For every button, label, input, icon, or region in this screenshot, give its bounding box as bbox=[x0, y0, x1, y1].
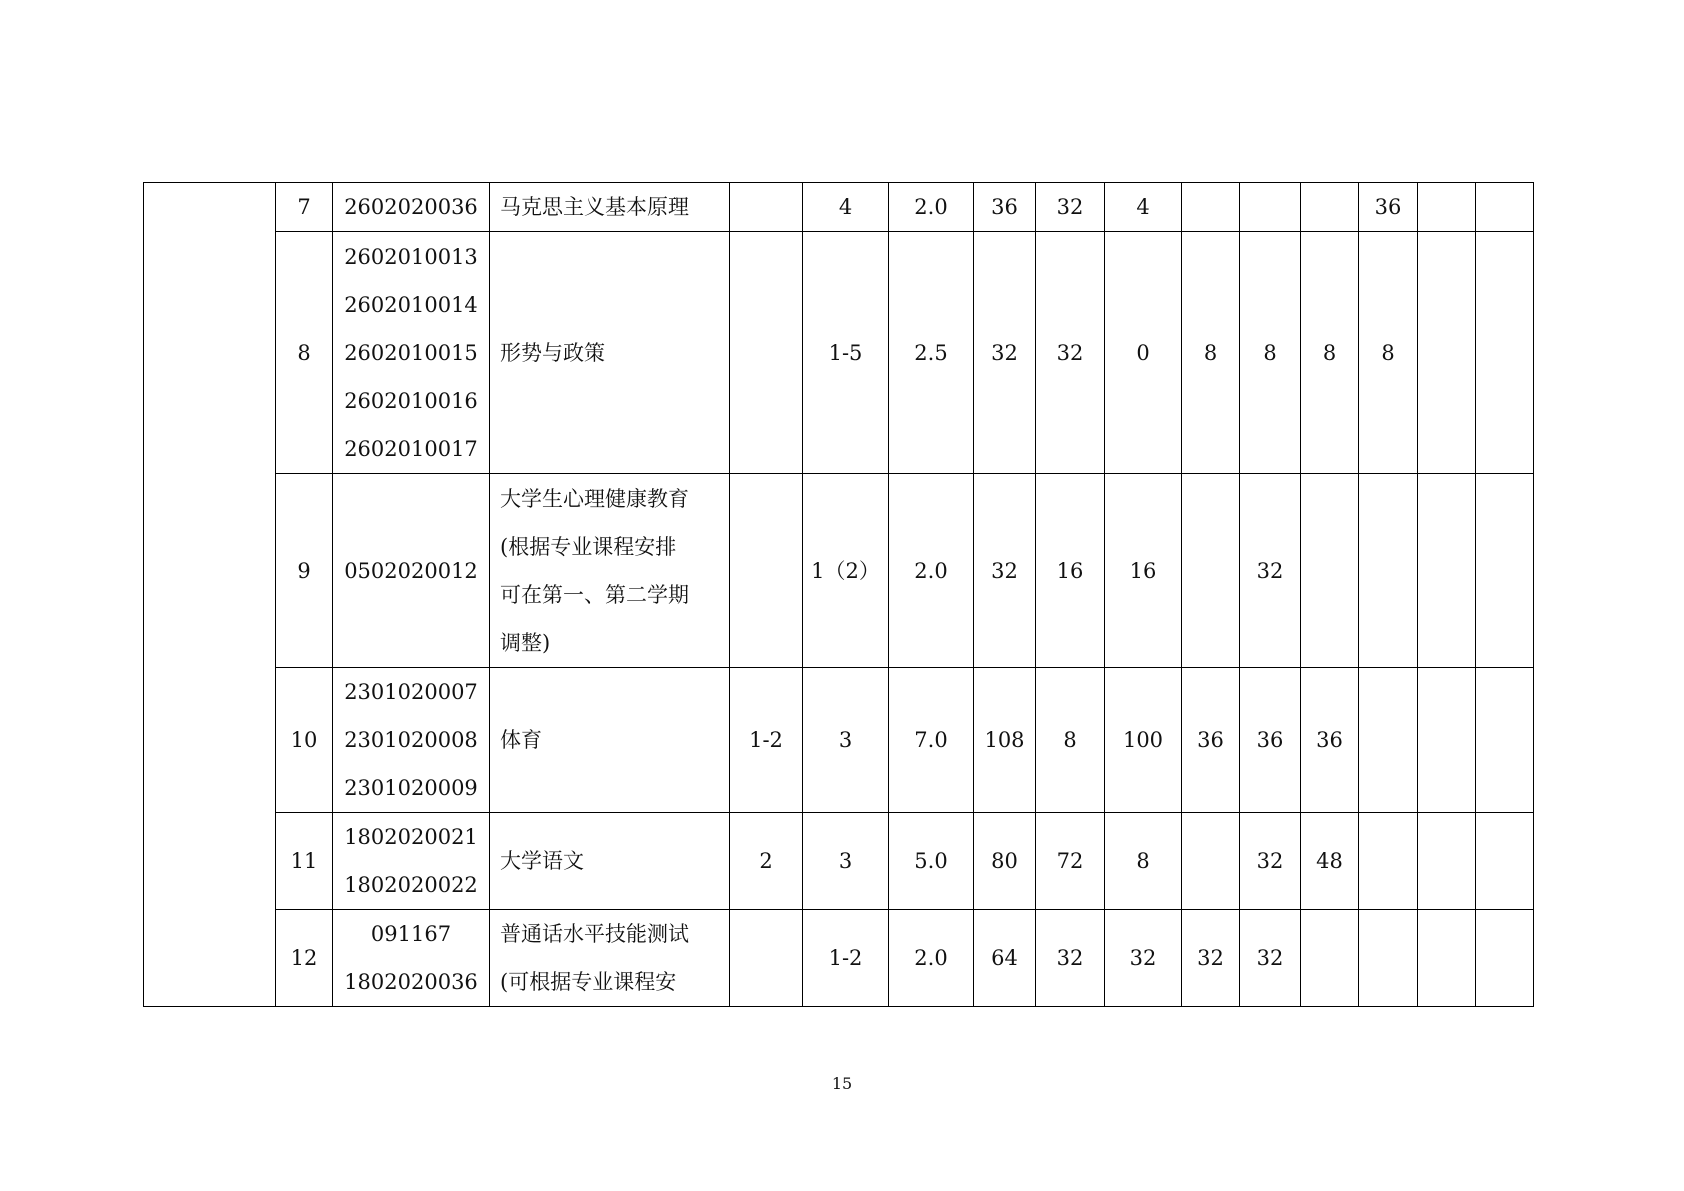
value-cell-c10: 8 bbox=[1182, 232, 1240, 474]
value-cell-c12 bbox=[1301, 474, 1359, 668]
course-code-cell bbox=[333, 813, 490, 910]
value-cell-c11 bbox=[1240, 183, 1301, 232]
value-cell-c8: 32 bbox=[1036, 910, 1105, 1007]
course-name-cell bbox=[490, 232, 730, 474]
value-cell-c12: 8 bbox=[1301, 232, 1359, 474]
course-name-line: 体育 bbox=[500, 728, 542, 752]
course-code: 1802020022 bbox=[344, 873, 478, 897]
value-cell-c6: 5.0 bbox=[889, 813, 974, 910]
table-row bbox=[144, 474, 1534, 668]
course-code: 0502020012 bbox=[344, 558, 478, 583]
value-cell-c7: 64 bbox=[974, 910, 1036, 1007]
value-cell-c6: 2.5 bbox=[889, 232, 974, 474]
value-cell-c15 bbox=[1476, 474, 1534, 668]
value-cell-c8: 72 bbox=[1036, 813, 1105, 910]
course-table bbox=[143, 182, 1534, 1007]
course-name-cell bbox=[490, 474, 730, 668]
value-cell-c15 bbox=[1476, 232, 1534, 474]
value-cell-c11: 36 bbox=[1240, 668, 1301, 813]
value-cell-c12 bbox=[1301, 183, 1359, 232]
value-cell-c4 bbox=[730, 910, 803, 1007]
value-cell-c13 bbox=[1359, 474, 1418, 668]
value-cell-c4 bbox=[730, 183, 803, 232]
course-code: 2602010016 bbox=[344, 388, 478, 413]
value-cell-c10: 36 bbox=[1182, 668, 1240, 813]
value-cell-c14 bbox=[1418, 232, 1476, 474]
course-code-cell bbox=[333, 668, 490, 813]
value-cell-c12: 36 bbox=[1301, 668, 1359, 813]
table-body bbox=[144, 183, 1534, 1007]
value-cell-c9: 100 bbox=[1105, 668, 1182, 813]
value-cell-c6: 2.0 bbox=[889, 183, 974, 232]
value-cell-c14 bbox=[1418, 183, 1476, 232]
course-name-cell bbox=[490, 183, 730, 232]
course-name-cell bbox=[490, 813, 730, 910]
value-cell-c8: 32 bbox=[1036, 232, 1105, 474]
course-code: 2301020009 bbox=[344, 776, 478, 800]
value-cell-c10 bbox=[1182, 813, 1240, 910]
value-cell-c12: 48 bbox=[1301, 813, 1359, 910]
course-code-cell bbox=[333, 232, 490, 474]
value-cell-c13: 36 bbox=[1359, 183, 1418, 232]
page-number: 15 bbox=[831, 1074, 853, 1093]
course-name-line: (根据专业课程安排 bbox=[500, 534, 677, 559]
value-cell-c4: 1-2 bbox=[730, 668, 803, 813]
course-name-cell bbox=[490, 910, 730, 1007]
value-cell-c13 bbox=[1359, 910, 1418, 1007]
value-cell-c10 bbox=[1182, 474, 1240, 668]
value-cell-c6: 2.0 bbox=[889, 910, 974, 1007]
value-cell-c15 bbox=[1476, 668, 1534, 813]
value-cell-c15 bbox=[1476, 910, 1534, 1007]
value-cell-c9: 0 bbox=[1105, 232, 1182, 474]
row-number-cell: 12 bbox=[276, 910, 333, 1007]
course-name-line: 可在第一、第二学期 bbox=[500, 582, 689, 607]
course-code: 2602010014 bbox=[344, 292, 478, 317]
course-code: 2602010013 bbox=[344, 244, 478, 269]
value-cell-c9: 16 bbox=[1105, 474, 1182, 668]
course-name-line: 大学语文 bbox=[500, 849, 584, 873]
row-number-cell: 10 bbox=[276, 668, 333, 813]
value-cell-c7: 108 bbox=[974, 668, 1036, 813]
course-code: 1802020021 bbox=[344, 825, 478, 849]
value-cell-c6: 7.0 bbox=[889, 668, 974, 813]
course-code-cell bbox=[333, 474, 490, 668]
value-cell-c7: 80 bbox=[974, 813, 1036, 910]
value-cell-c11: 32 bbox=[1240, 910, 1301, 1007]
value-cell-c14 bbox=[1418, 668, 1476, 813]
value-cell-c4: 2 bbox=[730, 813, 803, 910]
category-cell bbox=[144, 183, 276, 1007]
value-cell-c7: 32 bbox=[974, 474, 1036, 668]
value-cell-c4 bbox=[730, 232, 803, 474]
value-cell-c8: 8 bbox=[1036, 668, 1105, 813]
course-name-line: 形势与政策 bbox=[500, 340, 605, 365]
value-cell-c5: 1（2） bbox=[803, 474, 889, 668]
course-code: 091167 bbox=[370, 922, 452, 946]
value-cell-c9: 32 bbox=[1105, 910, 1182, 1007]
row-number-cell: 7 bbox=[276, 183, 333, 232]
course-name-line: 马克思主义基本原理 bbox=[500, 195, 689, 219]
value-cell-c7: 32 bbox=[974, 232, 1036, 474]
value-cell-c8: 32 bbox=[1036, 183, 1105, 232]
course-code: 1802020036 bbox=[344, 970, 478, 994]
value-cell-c5: 4 bbox=[803, 183, 889, 232]
course-code-cell bbox=[333, 910, 490, 1007]
value-cell-c5: 1-5 bbox=[803, 232, 889, 474]
table-row bbox=[144, 668, 1534, 813]
value-cell-c5: 1-2 bbox=[803, 910, 889, 1007]
value-cell-c14 bbox=[1418, 474, 1476, 668]
course-name-line: 调整) bbox=[500, 630, 551, 655]
course-code: 2602020036 bbox=[344, 195, 478, 219]
course-name-cell bbox=[490, 668, 730, 813]
value-cell-c11: 8 bbox=[1240, 232, 1301, 474]
value-cell-c8: 16 bbox=[1036, 474, 1105, 668]
value-cell-c4 bbox=[730, 474, 803, 668]
value-cell-c13 bbox=[1359, 813, 1418, 910]
value-cell-c15 bbox=[1476, 183, 1534, 232]
value-cell-c15 bbox=[1476, 813, 1534, 910]
course-code: 2602010017 bbox=[344, 436, 478, 461]
value-cell-c9: 8 bbox=[1105, 813, 1182, 910]
value-cell-c10 bbox=[1182, 183, 1240, 232]
table-row bbox=[144, 232, 1534, 474]
course-code: 2301020008 bbox=[344, 728, 478, 752]
value-cell-c10: 32 bbox=[1182, 910, 1240, 1007]
value-cell-c5: 3 bbox=[803, 813, 889, 910]
course-code: 2301020007 bbox=[344, 680, 478, 704]
value-cell-c13: 8 bbox=[1359, 232, 1418, 474]
course-name-line: 普通话水平技能测试 bbox=[500, 922, 689, 946]
table-row bbox=[144, 910, 1534, 1007]
value-cell-c14 bbox=[1418, 910, 1476, 1007]
value-cell-c12 bbox=[1301, 910, 1359, 1007]
course-code: 2602010015 bbox=[344, 340, 478, 365]
row-number-cell: 8 bbox=[276, 232, 333, 474]
value-cell-c5: 3 bbox=[803, 668, 889, 813]
value-cell-c9: 4 bbox=[1105, 183, 1182, 232]
value-cell-c11: 32 bbox=[1240, 474, 1301, 668]
row-number-cell: 11 bbox=[276, 813, 333, 910]
value-cell-c6: 2.0 bbox=[889, 474, 974, 668]
course-name-line: (可根据专业课程安 bbox=[500, 970, 677, 994]
course-name-line: 大学生心理健康教育 bbox=[500, 486, 689, 511]
value-cell-c13 bbox=[1359, 668, 1418, 813]
table-row bbox=[144, 183, 1534, 232]
value-cell-c14 bbox=[1418, 813, 1476, 910]
row-number-cell: 9 bbox=[276, 474, 333, 668]
value-cell-c11: 32 bbox=[1240, 813, 1301, 910]
value-cell-c7: 36 bbox=[974, 183, 1036, 232]
table-row bbox=[144, 813, 1534, 910]
course-code-cell bbox=[333, 183, 490, 232]
